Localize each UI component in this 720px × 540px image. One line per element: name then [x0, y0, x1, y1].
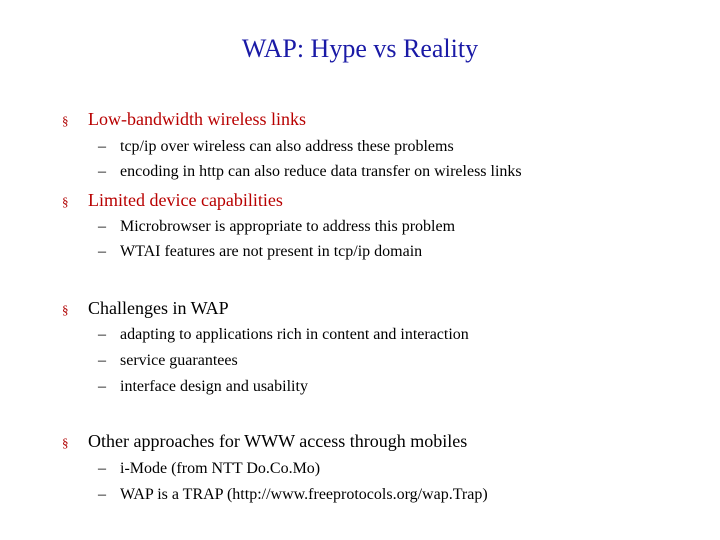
sub-item-text: Microbrowser is appropriate to address this problem — [120, 218, 456, 235]
sub-item-text: interface design and usability — [120, 378, 308, 395]
bullet-marker-icon: § — [62, 113, 69, 128]
slide-title: WAP: Hype vs Reality — [241, 34, 479, 63]
bullet-label: Low-bandwidth wireless links — [88, 109, 306, 129]
bullet-label: Other approaches for WWW access through mobiles — [88, 431, 468, 451]
dash-icon: – — [98, 460, 106, 477]
sub-item-text: WTAI features are not present in tcp/ip domain — [120, 243, 423, 260]
sub-item-text: encoding in http can also reduce data transfer on wireless links — [120, 163, 522, 180]
dash-icon: – — [98, 352, 106, 369]
bullet-marker-icon: § — [62, 302, 69, 317]
dash-icon: – — [98, 243, 106, 260]
dash-icon: – — [98, 218, 106, 235]
sub-item-text: WAP is a TRAP (http://www.freeprotocols.org/wap.Trap) — [120, 486, 488, 503]
sub-item-text: service guarantees — [120, 352, 238, 369]
bullet-label: Limited device capabilities — [88, 190, 283, 210]
sub-item-text: i-Mode (from NTT Do.Co.Mo) — [120, 460, 321, 477]
bullet-marker-icon: § — [62, 435, 69, 450]
dash-icon: – — [98, 163, 106, 180]
dash-icon: – — [98, 486, 106, 503]
sub-item-text: adapting to applications rich in content and interaction — [120, 326, 469, 343]
sub-item-text: tcp/ip over wireless can also address these problems — [120, 138, 454, 155]
bullet-label: Challenges in WAP — [88, 298, 229, 318]
dash-icon: – — [98, 326, 106, 343]
dash-icon: – — [98, 138, 106, 155]
bullet-marker-icon: § — [62, 194, 69, 209]
dash-icon: – — [98, 378, 106, 395]
